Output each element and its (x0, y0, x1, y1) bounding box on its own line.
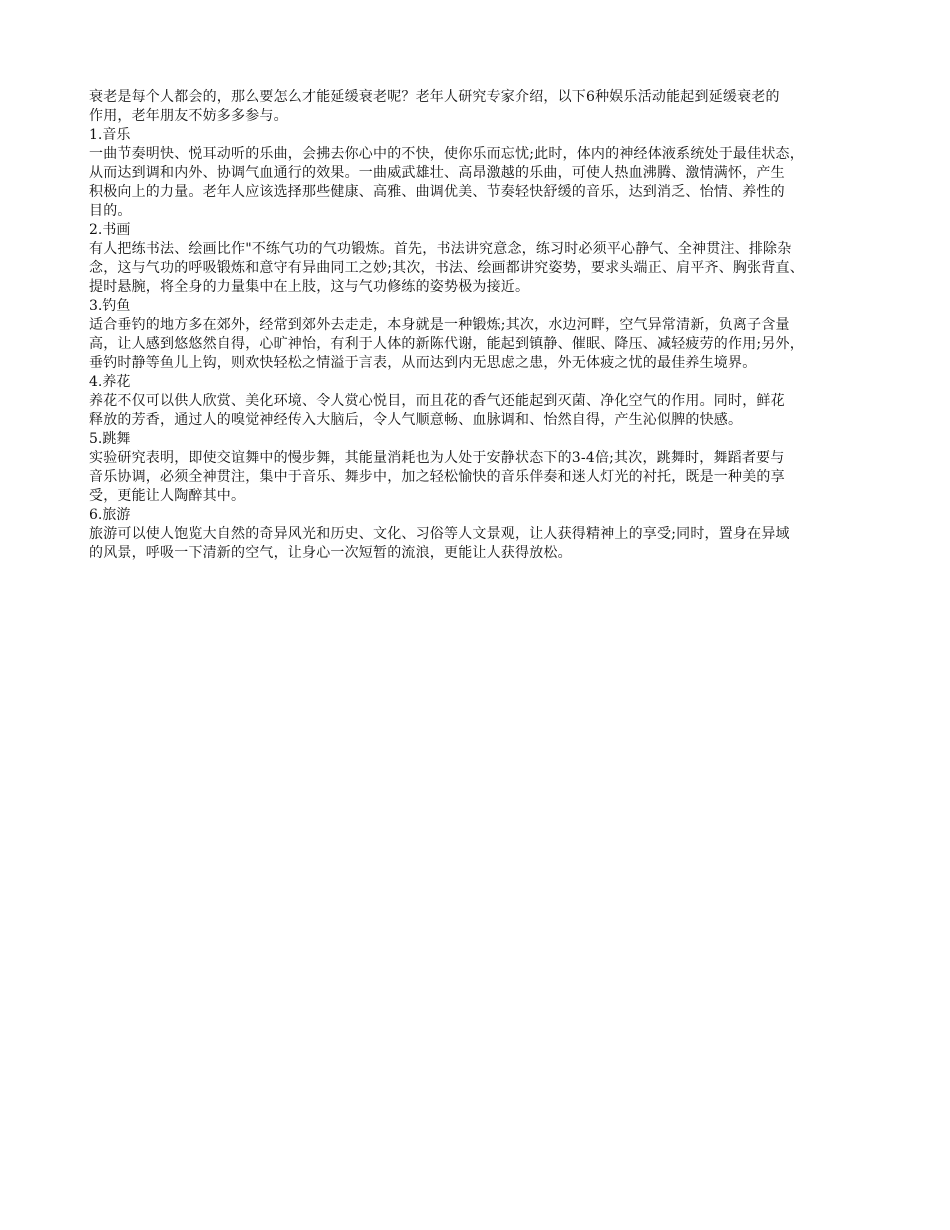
section-heading-flower-growing: 4.养花 (89, 374, 131, 390)
section-heading-dancing: 5.跳舞 (89, 431, 131, 447)
section-body-flower-growing: 养花不仅可以供人欣赏、美化环境、令人赏心悦目，而且花的香气还能起到灭菌、净化空气的作用。同时，鲜花 释放的芳香，通过人的嗅觉神经传入大脑后，令人气顺意畅、血脉调和、怡然自得，产生沁似脾的快感。 (89, 393, 785, 428)
section-body-calligraphy-painting: 有人把练书法、绘画比作"不练气功的气功锻炼。首先，书法讲究意念，练习时必须平心静气、全神贯注、排除杂 念，这与气功的呼吸锻炼和意守有异曲同工之妙;其次，书法、绘画都讲究姿势，要求头端正、肩平齐、胸张背直、 提时悬腕，将全身的力量集中在上肢，这与气功修练的姿势极为接近。 (89, 241, 804, 295)
section-calligraphy-painting (89, 221, 869, 297)
section-body-dancing: 实验研究表明，即使交谊舞中的慢步舞，其能量消耗也为人处于安静状态下的3-4倍;其次，跳舞时，舞蹈者要与 音乐协调，必须全神贯注，集中于音乐、舞步中，加之轻松愉快的音乐伴奏和迷人灯光的衬托，既是一种美的享 受，更能让人陶醉其中。 (89, 450, 785, 504)
section-body-music: 一曲节奏明快、悦耳动听的乐曲，会拂去你心中的不快，使你乐而忘忧;此时，体内的神经体液系统处于最佳状态， 从而达到调和内外、协调气血通行的效果。一曲威武雄壮、高昂激越的乐曲，可使人热血沸腾、激情满怀，产生 积极向上的力量。老年人应该选择那些健康、高雅、曲调优美、节奏轻快舒缓的音乐，达到消乏、怡情、养性的 目的。 (89, 146, 804, 219)
section-heading-calligraphy-painting: 2.书画 (89, 222, 131, 238)
intro-paragraph: 衰老是每个人都会的，那么要怎么才能延缓衰老呢？老年人研究专家介绍，以下6种娱乐活动能起到延缓衰老的 作用，老年朋友不妨多多参与。 (89, 89, 780, 124)
section-flower-growing (89, 373, 869, 430)
section-body-fishing: 适合垂钓的地方多在郊外，经常到郊外去走走，本身就是一种锻炼;其次，水边河畔，空气异常清新，负离子含量 高，让人感到悠悠然自得，心旷神怡，有利于人体的新陈代谢，能起到镇静、催眠、降压、减轻疲劳的作用;另外， 垂钓时静等鱼儿上钩，则欢快轻松之情溢于言表，从而达到内无思虑之患，外无体疲之忧的最佳养生境界。 (89, 317, 804, 371)
section-music (89, 126, 869, 221)
section-dancing (89, 430, 869, 506)
document-page (89, 88, 869, 563)
section-heading-fishing: 3.钓鱼 (89, 298, 131, 314)
section-travel (89, 506, 869, 563)
section-heading-music: 1.音乐 (89, 127, 131, 143)
section-fishing (89, 297, 869, 373)
section-body-travel: 旅游可以使人饱览大自然的奇异风光和历史、文化、习俗等人文景观，让人获得精神上的享受;同时，置身在异域 的风景，呼吸一下清新的空气，让身心一次短暂的流浪，更能让人获得放松。 (89, 526, 790, 561)
section-heading-travel: 6.旅游 (89, 507, 131, 523)
